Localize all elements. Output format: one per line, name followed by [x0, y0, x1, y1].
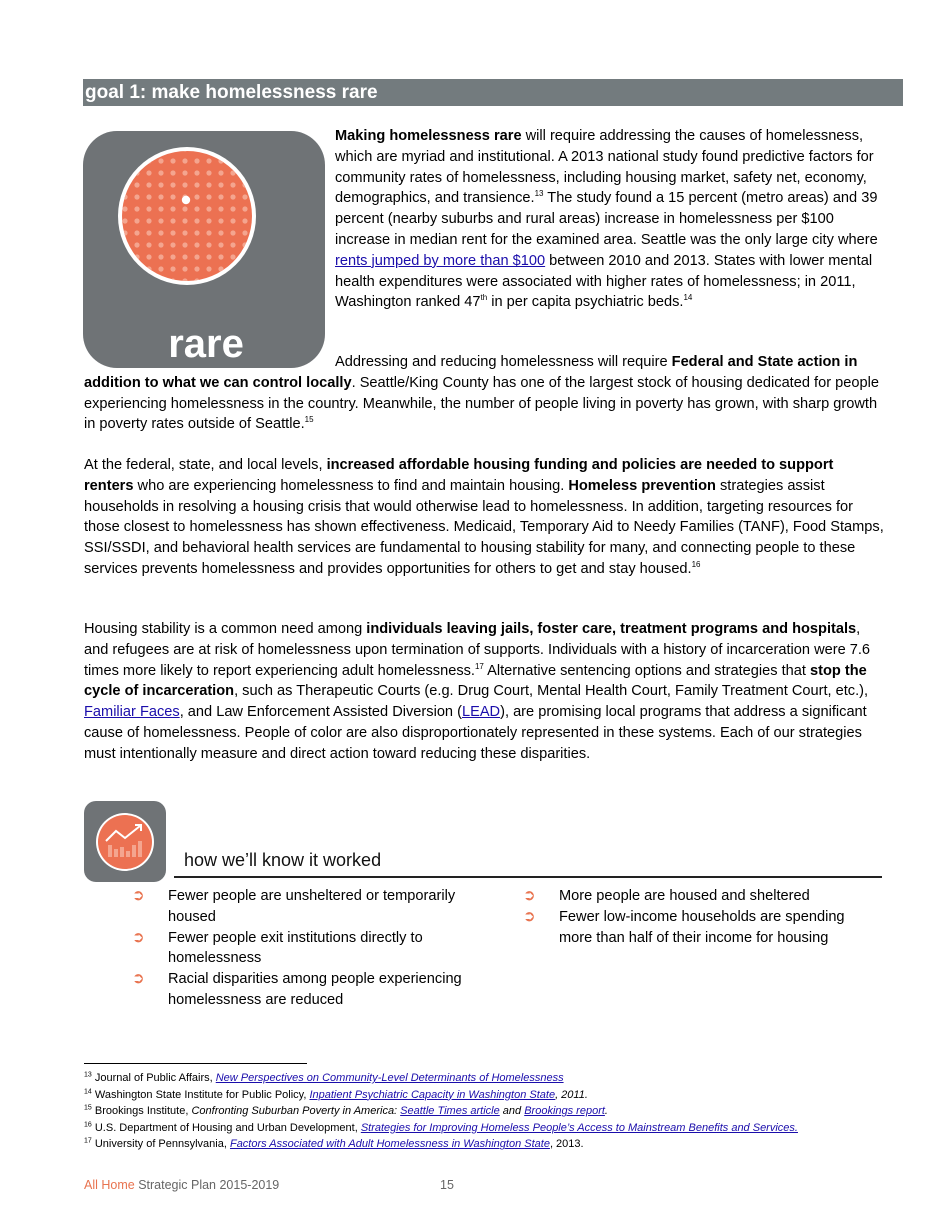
outcomes-list-left	[124, 886, 494, 1011]
rare-icon-label: rare	[168, 322, 244, 366]
intro-paragraph: Making homelessness rare will require addressing the causes of homelessness, which are myriad and institutional. A 2013 national study found predictive factors for community rates of homelessness, including housing market, safety net, economy, demographics, and transience.$^{13}$ The study found a 15 percent (metro areas) and 39 percent (nearby suburbs and rural areas) increase in homelessness per $100 increase in median rent for the examined area. Seattle was the only large city where rents jumped by more than $100 between 2010 and 2013. States with lower mental health expenditures were associated with higher rates of homelessness; in 2011, Washington ranked 47th in per capita psychiatric beds.$^{14}$	[335, 128, 878, 311]
how-we-know-heading: how we’ll know it worked	[184, 850, 382, 870]
footnote-17: $^{17}$ University of Pennsylvania, Factors Associated with Adult Homelessness in Washington State, 2013.	[84, 1137, 584, 1151]
outcomes-list-right	[515, 886, 875, 948]
footnote-15-link-2[interactable]: Brookings report	[524, 1105, 605, 1118]
footnote-13-link[interactable]: New Perspectives on Community-Level Determinants of Homelessness	[215, 1072, 564, 1084]
list-item: ➲ More people are housed and sheltered	[515, 886, 875, 907]
page-number: 15	[440, 1178, 454, 1192]
footer-plan: Strategic Plan 2015-2019	[134, 1178, 280, 1192]
arrow-bullet-icon: ➲	[132, 970, 145, 988]
rare-icon-center-dot	[182, 196, 190, 204]
footnote-15-link-1[interactable]: Seattle Times article	[400, 1105, 500, 1118]
arrow-bullet-icon: ➲	[132, 928, 145, 946]
list-item: ➲ Fewer people are unsheltered or temporarily housed	[132, 887, 456, 925]
footnote-14: $^{14}$ Washington State Institute for Public Policy, Inpatient Psychiatric Capacity in Washington State, 2011.	[84, 1087, 588, 1101]
chart-icon	[84, 801, 166, 882]
lead-link[interactable]: LEAD	[461, 704, 501, 721]
list-item: ➲ Fewer people exit institutions directly to homelessness	[132, 928, 423, 967]
page-footer	[84, 1178, 454, 1192]
footnote-16-link[interactable]: Strategies for Improving Homeless People’s Access to Mainstream Benefits and Services.	[360, 1121, 798, 1134]
arrow-bullet-icon: ➲	[132, 887, 145, 904]
heading-rule	[174, 876, 882, 878]
goal-heading: goal 1: make homelessness rare	[83, 79, 903, 106]
footer-brand: All Home	[84, 1178, 135, 1192]
rents-link[interactable]: rents jumped by more than $100	[335, 252, 546, 269]
list-item: ➲ Racial disparities among people experiencing homelessness are reduced	[132, 970, 462, 1008]
list-item: ➲ Fewer low-income households are spending more than half of their income for housing	[523, 907, 845, 946]
federal-state-paragraph: Addressing and reducing homelessness will require Federal and State action in addition to what we can control locally. Seattle/King County has one of the largest stock of housing dedicated for people experiencing homelessness in the country. Meanwhile, the number of people living in poverty has grown, with sharp growth in poverty rates outside of Seattle.$^{15}$	[84, 354, 879, 433]
housing-stability-paragraph: Housing stability is a common need among individuals leaving jails, foster care, treatment programs and hospitals, and refugees are at risk of homelessness upon termination of supports. Individuals with a history of incarceration were 7.6 times more likely to report experiencing adult homelessness.$^{17}$ Alternative sentencing options and strategies that stop the cycle of incarceration, such as Therapeutic Courts (e.g. Drug Court, Mental Health Court, Family Treatment Court, etc.), Familiar Faces, and Law Enforcement Assisted Diversion (LEAD), are promising local programs that address a significant cause of homelessness. People of color are also disproportionately represented in these systems. Each of our strategies must intentionally measure and direct action toward reducing these disparities.	[84, 621, 871, 762]
affordable-housing-paragraph: At the federal, state, and local levels, increased affordable housing funding and policies are needed to support renters who are experiencing homelessness to find and maintain housing. Homeless prevention strategies assist households in resolving a housing crisis that would otherwise lead to homelessness. In addition, targeting resources for those closest to homelessness has shown effectiveness. Medicaid, Temporary Aid to Needy Families (TANF), Food Stamps, SSI/SSDI, and behavioral health services are fundamental to housing stability for many, and connecting people to these services prevents homelessness and provides opportunities for others to get and stay housed.$^{16}$	[84, 457, 884, 577]
arrow-bullet-icon: ➲	[523, 907, 536, 925]
footnote-15: $^{15}$ Brookings Institute, Confronting Suburban Poverty in America: Seattle Times article and Brookings report.	[84, 1104, 608, 1118]
footnote-16: $^{16}$ U.S. Department of Housing and Urban Development, Strategies for Improving Homeless People’s Access to Mainstream Benefits and Services.	[84, 1121, 798, 1134]
familiar-faces-link[interactable]: Familiar Faces	[84, 704, 180, 721]
footnote-13: $^{13}$ Journal of Public Affairs, New Perspectives on Community-Level Determinants of Homelessness	[84, 1071, 564, 1084]
footnote-14-link[interactable]: Inpatient Psychiatric Capacity in Washington State	[309, 1088, 556, 1101]
footnote-separator	[84, 1063, 307, 1064]
footnote-17-link[interactable]: Factors Associated with Adult Homelessness in Washington State	[229, 1138, 550, 1151]
arrow-bullet-icon: ➲	[523, 887, 536, 904]
footnotes	[84, 1070, 874, 1153]
rare-icon-graphic	[83, 131, 325, 368]
rare-icon	[83, 131, 325, 368]
